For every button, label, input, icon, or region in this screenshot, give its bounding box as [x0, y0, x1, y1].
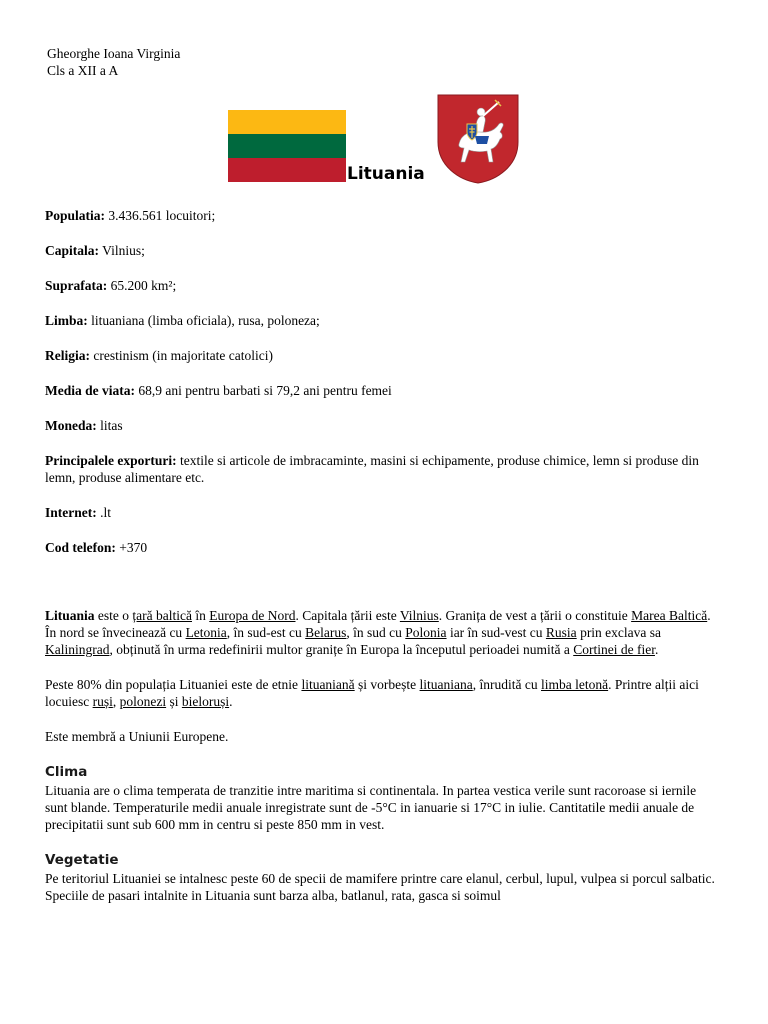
- fact-label: Moneda:: [45, 418, 97, 433]
- text-span: și: [166, 694, 182, 709]
- fact-value: .lt: [96, 505, 111, 520]
- link-marea-baltica[interactable]: Marea Baltică: [631, 608, 708, 623]
- clima-paragraph: Lituania are o clima temperata de tranzitie intre maritima si continentala. In partea vestica verile sunt racoroase si iernile sunt blande. Temperaturile medii anuale inregistrate sunt de -5°C in ianuarie si 17°C in iulie. Cantitatile medii anuale de precipitatii sunt sub 600 mm in centru si peste 850 mm in vest.: [45, 783, 697, 832]
- link-belarus[interactable]: Belarus: [305, 625, 347, 640]
- text-span: în: [192, 608, 210, 623]
- fact-label: Internet:: [45, 505, 97, 520]
- eu-paragraph: Este membră a Uniunii Europene.: [45, 729, 229, 744]
- text-span: , în sud-est cu: [226, 625, 306, 640]
- fact-label: Populatia:: [45, 208, 106, 223]
- country-name: Lituania: [45, 608, 95, 623]
- intro-paragraph: [45, 607, 715, 658]
- link-kaliningrad[interactable]: Kaliningrad: [45, 642, 110, 657]
- fact-label: Capitala:: [45, 243, 99, 258]
- author-name: Gheorghe Ioana Virginia: [47, 46, 181, 61]
- link-tara-baltica[interactable]: țară baltică: [132, 608, 192, 623]
- fact-moneda: [45, 417, 715, 434]
- flag-stripe-yellow: [228, 110, 346, 134]
- clima-heading: Clima: [45, 764, 88, 780]
- text-span: , obținută în urma redefinirii multor granițe în Europa la începutul perioadei numită a: [109, 642, 574, 657]
- fact-religia: [45, 347, 715, 364]
- link-polonia[interactable]: Polonia: [405, 625, 447, 640]
- link-europa-de-nord[interactable]: Europa de Nord: [209, 608, 296, 623]
- fact-value: Vilnius;: [99, 243, 145, 258]
- fact-label: Principalele exporturi:: [45, 453, 177, 468]
- text-span: .: [229, 694, 233, 709]
- author-block: [47, 45, 180, 79]
- text-span: este o: [94, 608, 133, 623]
- text-span: iar în sud-vest cu: [446, 625, 546, 640]
- fact-value: 65.200 km²;: [107, 278, 177, 293]
- text-span: .: [654, 642, 659, 657]
- fact-limba: [45, 312, 715, 329]
- fact-suprafata: [45, 277, 715, 294]
- facts-list: [45, 207, 715, 574]
- population-paragraph: [45, 676, 715, 710]
- link-lituaniana-limba[interactable]: lituaniana: [419, 677, 473, 692]
- fact-value: +370: [115, 540, 148, 555]
- fact-value: lituaniana (limba oficiala), rusa, poloneza;: [87, 313, 320, 328]
- link-limba-letona[interactable]: limba letonă: [541, 677, 609, 692]
- text-span: . Printre alții aici locuiesc: [45, 677, 699, 709]
- fact-value: crestinism (in majoritate catolici): [90, 348, 273, 363]
- fact-populatie: [45, 207, 715, 224]
- fact-value: litas: [96, 418, 123, 433]
- link-lituaniana-etnie[interactable]: lituaniană: [301, 677, 355, 692]
- fact-cod-telefon: [45, 539, 715, 556]
- text-span: . Capitala țării este: [295, 608, 400, 623]
- link-rusia[interactable]: Rusia: [545, 625, 577, 640]
- link-vilnius[interactable]: Vilnius: [399, 608, 439, 623]
- vegetatie-heading: Vegetatie: [45, 852, 119, 868]
- text-span: și vorbește: [354, 677, 420, 692]
- article-body: [45, 607, 715, 922]
- link-bielorusi[interactable]: bieloruși: [181, 694, 230, 709]
- text-span: . În nord se învecinează cu: [45, 608, 711, 640]
- fact-label: Limba:: [45, 313, 88, 328]
- link-cortinei-de-fier[interactable]: Cortinei de fier: [573, 642, 655, 657]
- fact-label: Cod telefon:: [45, 540, 116, 555]
- text-span: prin exclava sa: [576, 625, 662, 640]
- flag-stripe-red: [228, 158, 346, 182]
- fact-internet: [45, 504, 715, 521]
- text-span: ,: [112, 694, 120, 709]
- fact-value: textile si articole de imbracaminte, masini si echipamente, produse chimice, lemn si produse din lemn, produse alimentare etc.: [45, 453, 699, 485]
- coat-of-arms-image: [437, 94, 519, 184]
- text-span: Peste 80% din populația Lituaniei este de etnie: [45, 677, 302, 692]
- flag-stripe-green: [228, 134, 346, 158]
- link-rusi[interactable]: ruși: [92, 694, 113, 709]
- text-span: . Granița de vest a țării o constituie: [438, 608, 632, 623]
- text-span: , în sud cu: [346, 625, 406, 640]
- lithuania-flag-image: [228, 110, 346, 182]
- fact-label: Media de viata:: [45, 383, 135, 398]
- fact-value: 68,9 ani pentru barbati si 79,2 ani pentru femei: [135, 383, 392, 398]
- fact-capitala: [45, 242, 715, 259]
- fact-exporturi: [45, 452, 715, 486]
- fact-label: Suprafata:: [45, 278, 108, 293]
- page-title: Lituania: [347, 164, 425, 184]
- text-span: , înrudită cu: [472, 677, 542, 692]
- author-class: Cls a XII a A: [47, 63, 119, 78]
- vegetatie-paragraph: Pe teritoriul Lituaniei se intalnesc peste 60 de specii de mamifere printre care elanul, cerbul, lupul, vulpea si porcul salbatic. Speciile de pasari intalnite in Lituania sunt barza alba, batlanul, rata, gasca si soimul: [45, 871, 715, 903]
- link-polonezi[interactable]: polonezi: [119, 694, 167, 709]
- fact-value: 3.436.561 locuitori;: [105, 208, 216, 223]
- fact-media-de-viata: [45, 382, 715, 399]
- fact-label: Religia:: [45, 348, 90, 363]
- link-letonia[interactable]: Letonia: [185, 625, 227, 640]
